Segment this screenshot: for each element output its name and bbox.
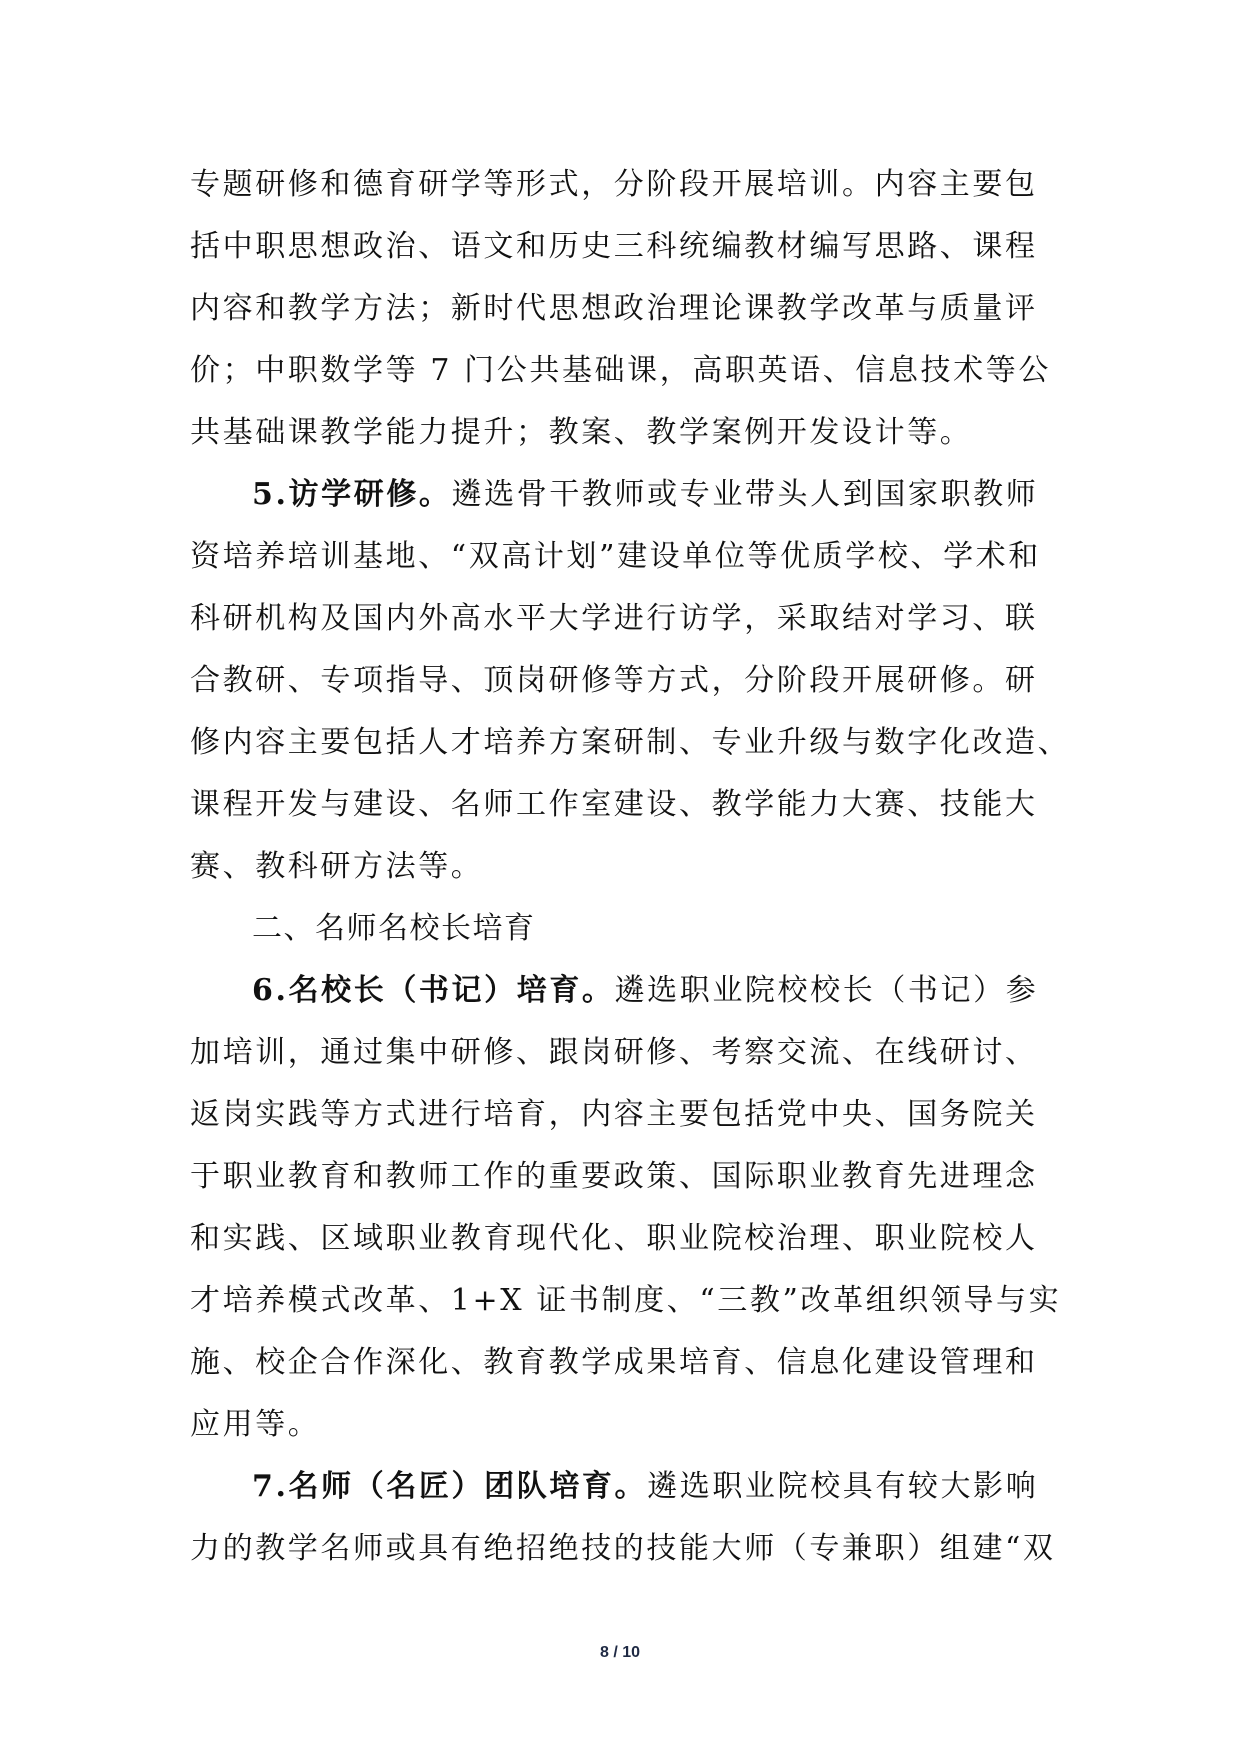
section-heading: 二、名师名校长培育 (252, 911, 536, 946)
text-line: 才培养模式改革、1+X 证书制度、“三教”改革组织领导与实 (190, 1283, 1062, 1318)
text-line: 于职业教育和教师工作的重要政策、国际职业教育先进理念 (190, 1159, 1038, 1194)
item-7-text: 遴选职业院校具有较大影响 (647, 1469, 1039, 1504)
text-line: 括中职思想政治、语文和历史三科统编教材编写思路、课程 (190, 229, 1038, 264)
text-line: 应用等。 (190, 1407, 321, 1442)
item-5-text: 遴选骨干教师或专业带头人到国家职教师 (451, 477, 1039, 512)
text-line: 共基础课教学能力提升；教案、教学案例开发设计等。 (190, 415, 973, 450)
text-line: 专题研修和德育研学等形式，分阶段开展培训。内容主要包 (190, 167, 1038, 202)
item-5-first-line (190, 464, 1070, 526)
item-7-first-line (190, 1456, 1070, 1518)
item-7-lead: 7.名师（名匠）团队培育。 (252, 1469, 648, 1504)
item-6-first-line (190, 960, 1070, 1022)
text-line: 科研机构及国内外高水平大学进行访学，采取结对学习、联 (190, 601, 1038, 636)
text-line: 力的教学名师或具有绝招绝技的技能大师（专兼职）组建“双 (190, 1531, 1056, 1566)
document-body (190, 154, 1070, 1580)
text-line: 修内容主要包括人才培养方案研制、专业升级与数字化改造、 (190, 725, 1071, 760)
text-line: 内容和教学方法；新时代思想政治理论课教学改革与质量评 (190, 291, 1038, 326)
text-line: 施、校企合作深化、教育教学成果培育、信息化建设管理和 (190, 1345, 1038, 1380)
text-line: 资培养培训基地、“双高计划”建设单位等优质学校、学术和 (190, 539, 1041, 574)
item-6-text: 遴选职业院校校长（书记）参 (614, 973, 1039, 1008)
text-line: 返岗实践等方式进行培育，内容主要包括党中央、国务院关 (190, 1097, 1038, 1132)
text-line: 和实践、区域职业教育现代化、职业院校治理、职业院校人 (190, 1221, 1038, 1256)
text-line: 加培训，通过集中研修、跟岗研修、考察交流、在线研讨、 (190, 1035, 1038, 1070)
text-line: 价；中职数学等 7 门公共基础课，高职英语、信息技术等公 (190, 353, 1051, 388)
item-6-lead: 6.名校长（书记）培育。 (252, 973, 615, 1008)
page-number: 8 / 10 (599, 1644, 641, 1661)
item-5-lead: 5.访学研修。 (252, 477, 452, 512)
text-line: 合教研、专项指导、顶岗研修等方式，分阶段开展研修。研 (190, 663, 1038, 698)
text-line: 课程开发与建设、名师工作室建设、教学能力大赛、技能大 (190, 787, 1038, 822)
text-line: 赛、教科研方法等。 (190, 849, 484, 884)
